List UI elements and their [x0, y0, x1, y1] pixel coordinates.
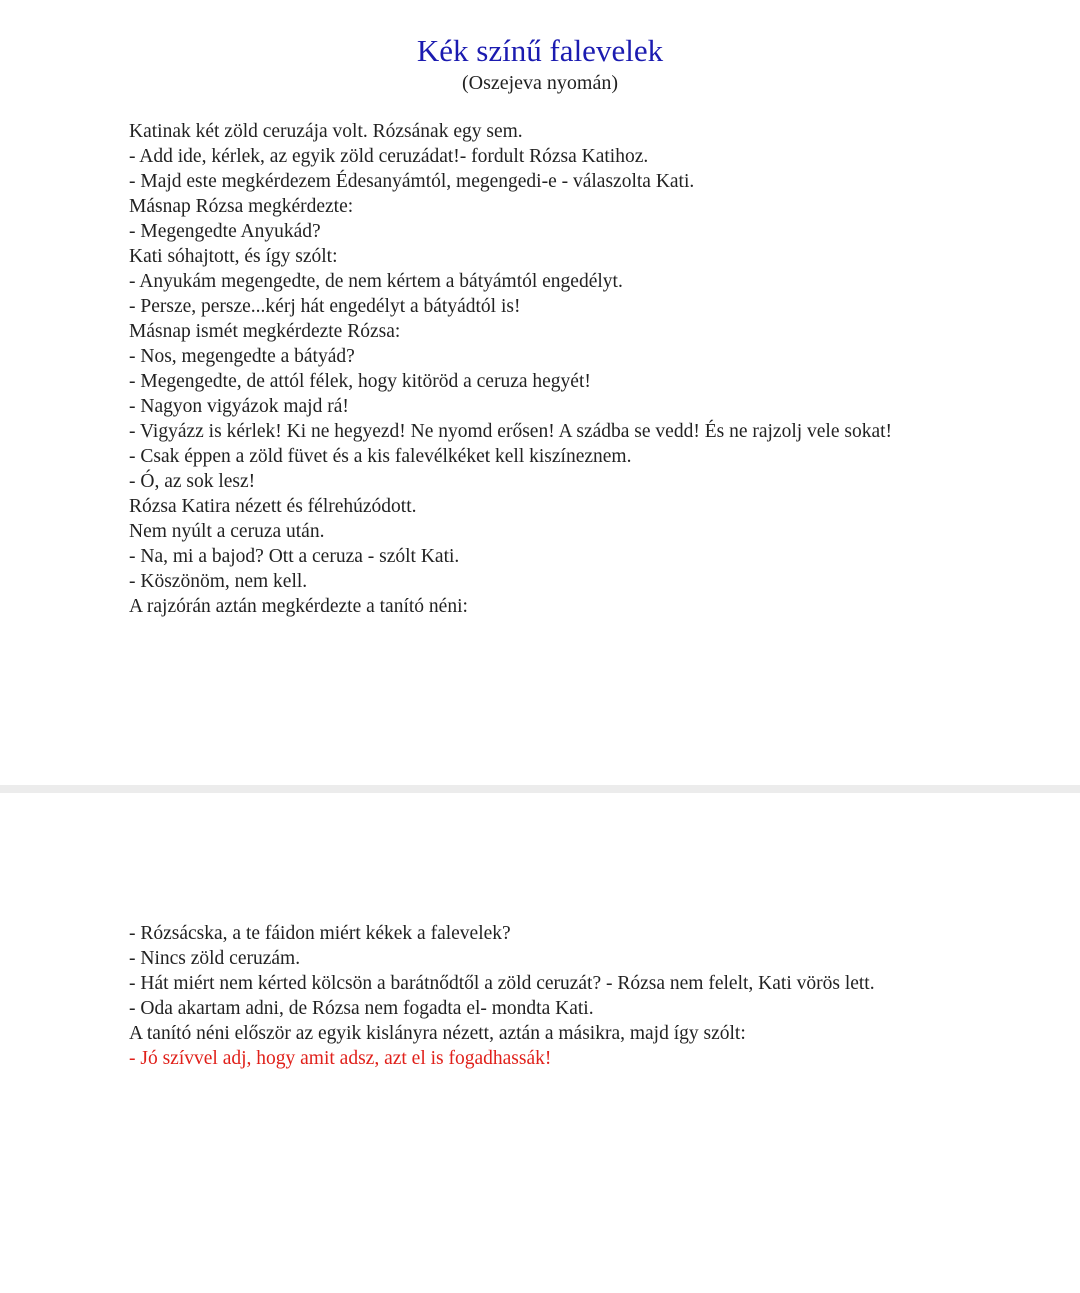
- text-line: Kati sóhajtott, és így szólt:: [129, 246, 338, 267]
- text-line: - Rózsácska, a te fáidon miért kékek a falevelek?: [129, 923, 511, 944]
- text-line: - Nagyon vigyázok majd rá!: [129, 396, 349, 417]
- moral-line: - Jó szívvel adj, hogy amit adsz, azt el is fogadhassák!: [129, 1048, 552, 1069]
- story-text-page-2: [129, 921, 951, 1071]
- text-line: - Nos, megengedte a bátyád?: [129, 346, 355, 367]
- text-line: Másnap Rózsa megkérdezte:: [129, 196, 354, 217]
- text-line: - Hát miért nem kérted kölcsön a barátnődtől a zöld ceruzát? - Rózsa nem felelt, Kati vörös lett.: [129, 973, 875, 994]
- text-line: - Majd este megkérdezem Édesanyámtól, megengedi-e - válaszolta Kati.: [129, 171, 695, 192]
- text-line: - Vigyázz is kérlek! Ki ne hegyezd! Ne nyomd erősen! A szádba se vedd! És ne rajzolj vele sokat!: [129, 421, 893, 442]
- text-line: - Persze, persze...kérj hát engedélyt a bátyádtól is!: [129, 296, 521, 317]
- text-line: - Csak éppen a zöld füvet és a kis falevélkéket kell kiszíneznem.: [129, 446, 632, 467]
- text-line: A tanító néni először az egyik kislányra nézett, aztán a másikra, majd így szólt:: [129, 1023, 746, 1044]
- text-line: - Oda akartam adni, de Rózsa nem fogadta el- mondta Kati.: [129, 998, 594, 1019]
- text-line: - Nincs zöld ceruzám.: [129, 948, 301, 969]
- text-line: - Anyukám megengedte, de nem kértem a bátyámtól engedélyt.: [129, 271, 623, 292]
- story-title: Kék színű falevelek: [416, 33, 664, 68]
- text-line: - Ó, az sok lesz!: [129, 471, 256, 492]
- story-subtitle: (Oszejeva nyomán): [461, 72, 619, 94]
- text-line: Katinak két zöld ceruzája volt. Rózsának egy sem.: [129, 121, 523, 142]
- text-line: - Add ide, kérlek, az egyik zöld ceruzádat!- fordult Rózsa Katihoz.: [129, 146, 649, 167]
- text-line: Nem nyúlt a ceruza után.: [129, 521, 325, 542]
- text-line: - Na, mi a bajod? Ott a ceruza - szólt Kati.: [129, 546, 460, 567]
- text-line: Rózsa Katira nézett és félrehúzódott.: [129, 496, 417, 517]
- text-line: - Megengedte, de attól félek, hogy kitöröd a ceruza hegyét!: [129, 371, 591, 392]
- text-line: - Köszönöm, nem kell.: [129, 571, 308, 592]
- text-line: A rajzórán aztán megkérdezte a tanító néni:: [129, 596, 468, 617]
- document-page-2: [0, 793, 1080, 1293]
- story-text-page-1: [129, 119, 951, 619]
- text-line: - Megengedte Anyukád?: [129, 221, 321, 242]
- text-line: Másnap ismét megkérdezte Rózsa:: [129, 321, 401, 342]
